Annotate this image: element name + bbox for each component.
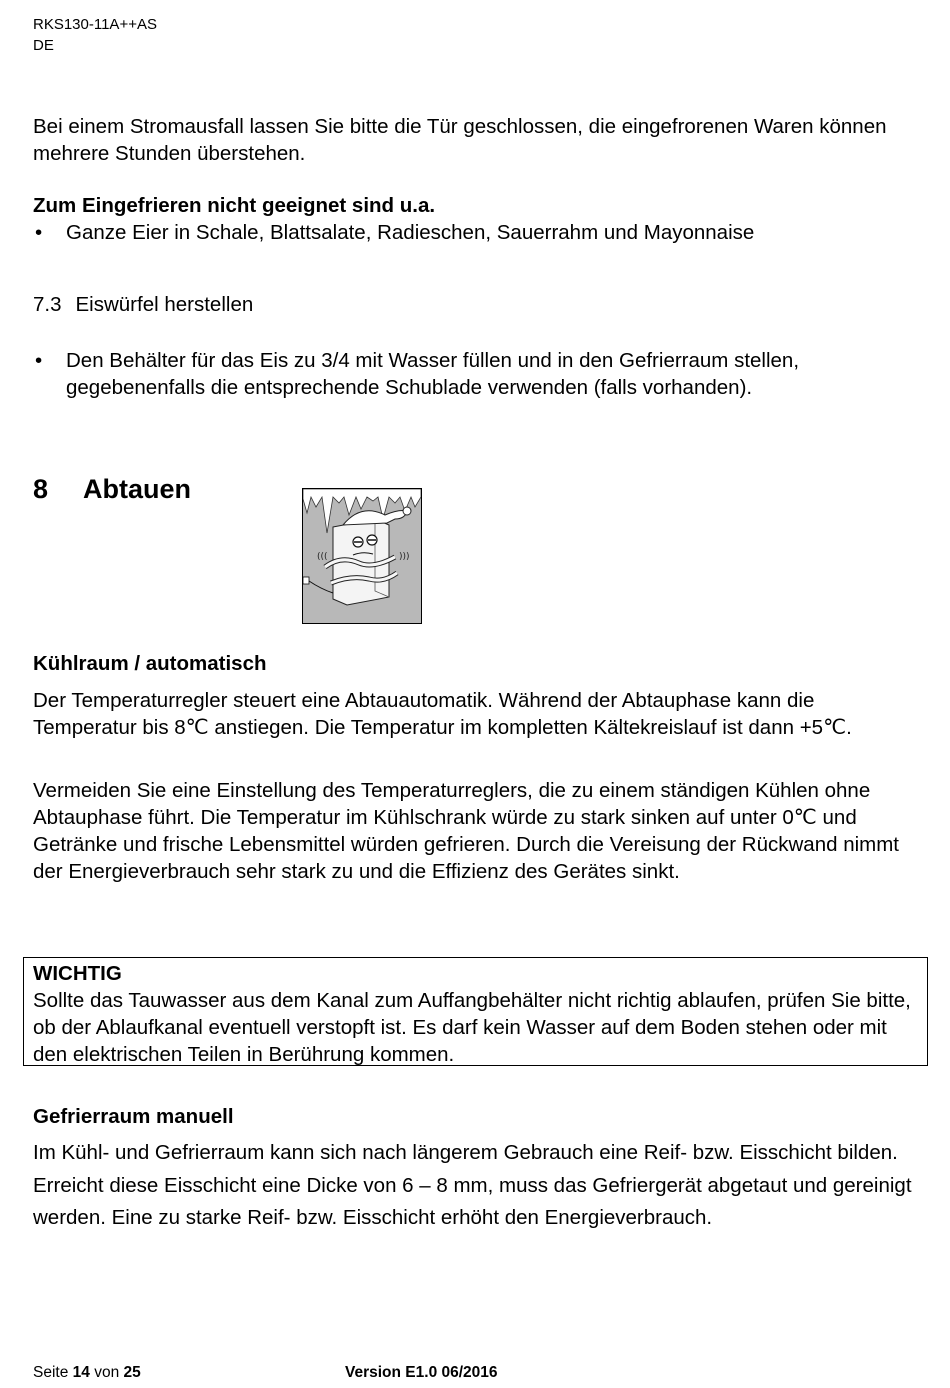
language-code: DE — [33, 37, 54, 54]
section-8-title: Abtauen — [83, 474, 191, 504]
power-outage-paragraph: Bei einem Stromausfall lassen Sie bitte die Tür geschlossen, die eingefrorenen Waren können mehrere Stunden überstehen. — [33, 115, 887, 165]
bullet-icon: • — [35, 349, 43, 372]
warning-text: Sollte das Tauwasser aus dem Kanal zum Auffangbehälter nicht richtig ablaufen, prüfen Sie bitte, ob der Ablaufkanal eventuell verstopft ist. Es darf kein Wasser auf dem Boden stehen oder mit den elektrischen Teilen in Berührung kommen. — [33, 989, 911, 1066]
list-item-text: Den Behälter für das Eis zu 3/4 mit Wasser füllen und in den Gefrierraum stellen, gegebenenfalls die entsprechende Schublade verwenden (falls vorhanden). — [66, 349, 800, 399]
svg-text:(((: ((( — [317, 552, 328, 562]
frozen-freezer-icon — [303, 489, 421, 623]
warning-label: WICHTIG — [33, 962, 122, 985]
gefrierraum-paragraph: Im Kühl- und Gefrierraum kann sich nach längerem Gebrauch eine Reif- bzw. Eisschicht bilden. Erreicht diese Eisschicht eine Dicke von 6 – 8 mm, muss das Gefriergerät abgetaut und gereinigt werden. Eine zu starke Reif- bzw. Eisschicht erhöht den Energieverbrauch. — [33, 1141, 912, 1229]
section-8-number: 8 — [33, 474, 49, 504]
section-7-3-heading — [33, 291, 923, 318]
section-title: Eiswürfel herstellen — [75, 293, 254, 316]
gefrierraum-heading: Gefrierraum manuell — [33, 1105, 234, 1128]
list-item-text: Ganze Eier in Schale, Blattsalate, Radieschen, Sauerrahm und Mayonnaise — [66, 221, 755, 244]
ice-cube-list-item — [33, 347, 923, 401]
kuehlraum-paragraph-2: Vermeiden Sie eine Einstellung des Temperaturreglers, die zu einem ständigen Kühlen ohne Abtauphase führt. Die Temperatur im Kühlschrank würde zu stark sinken auf unter 0℃ und Getränke und frische Lebensmittel würden gefrieren. Durch die Vereisung der Rückwand nimmt der Energieverbrauch sehr stark zu und die Effizienz des Gerätes sinkt. — [33, 779, 899, 883]
page-number: Seite 14 von 25 — [33, 1364, 141, 1381]
not-suitable-list-item — [33, 219, 923, 246]
not-suitable-heading: Zum Eingefrieren nicht geeignet sind u.a. — [33, 194, 436, 217]
kuehlraum-paragraph-1: Der Temperaturregler steuert eine Abtauautomatik. Während der Abtauphase kann die Temperatur bis 8℃ anstiegen. Die Temperatur im kompletten Kältekreislauf ist dann +5℃. — [33, 689, 852, 739]
version-info: Version E1.0 06/2016 — [345, 1364, 498, 1381]
section-number: 7.3 — [33, 293, 62, 316]
warning-box — [23, 957, 928, 1066]
frozen-freezer-illustration — [302, 488, 422, 624]
svg-text:))): ))) — [399, 552, 410, 562]
bullet-icon: • — [35, 221, 43, 244]
model-number: RKS130-11A++AS — [33, 16, 157, 33]
kuehlraum-heading: Kühlraum / automatisch — [33, 652, 267, 675]
